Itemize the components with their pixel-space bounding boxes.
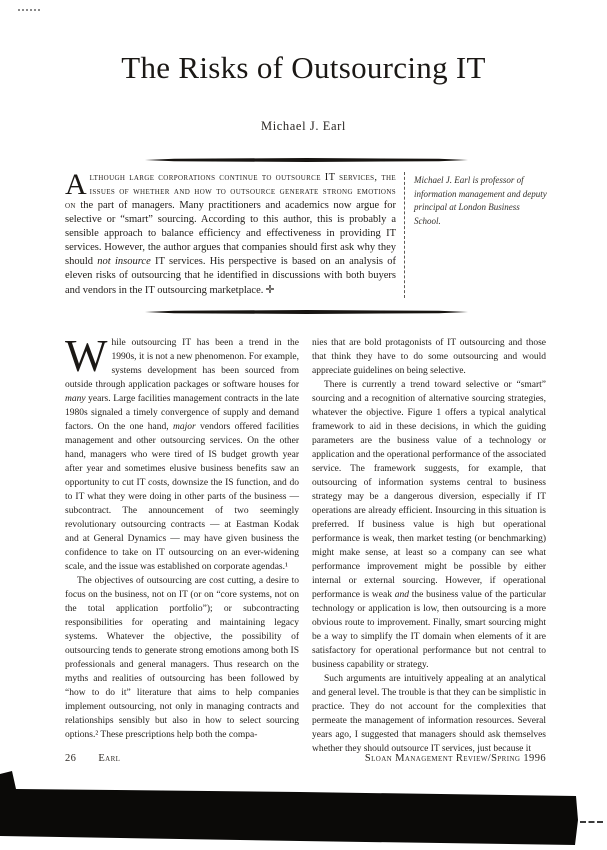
abstract-paragraph bbox=[65, 168, 396, 298]
left-column bbox=[65, 336, 299, 754]
body-drop-cap: W bbox=[65, 336, 108, 381]
paragraph-text: hile outsourcing IT has been a trend in the 1990s, it is not a new phenomenon. For example, systems development has been sourced from outside through application packages or software houses for many years. Large facilities management contracts in the late 1980s signaled a timely convergence of supply and demand factors. On the one hand, major vendors offered facilities management and other outsourcing services. On the other hand, managers who were tired of IS budget growth year after year and sometimes elusive business benefits saw an opportunity to cut IT costs, downsize the IS function, and do to IT what they were doing in other parts of the business — subcontract. The announcement of two seemingly revolutionary outsourcing contracts — at Eastman Kodak and at General Dynamics — may have given business the confidence to take on IT outsourcing on an ever-widening scale, and the issue was established on corporate agendas.¹ bbox=[65, 338, 299, 572]
tapered-rule-bottom bbox=[145, 310, 468, 314]
scan-artifact-dash bbox=[580, 821, 603, 823]
abstract-drop-cap: A bbox=[65, 168, 87, 201]
end-of-abstract-mark: ✛ bbox=[265, 284, 275, 296]
bio-divider-line bbox=[404, 172, 405, 298]
right-column bbox=[312, 336, 546, 754]
body-paragraph bbox=[312, 672, 546, 754]
body-paragraph bbox=[312, 378, 546, 672]
body-paragraph bbox=[65, 574, 299, 742]
body-paragraph bbox=[312, 336, 546, 378]
article-title: The Risks of Outsourcing IT bbox=[121, 50, 486, 85]
body-paragraph bbox=[65, 336, 299, 574]
footer-left bbox=[65, 753, 120, 764]
abstract-body-text: the part of managers. Many practitioners and academics now argue for selective or “smart” sourcing. According to this author, this is probably a sensible approach to balance efficiency and effectiveness in providing IT services. However, the author argues that companies should first ask why they should not insource IT services. His perspective is based on an analysis of eleven risks of outsourcing that he identified in discussions with both buyers and vendors in the IT outsourcing marketplace. bbox=[65, 200, 396, 296]
abstract-lead-smallcaps: lthough large corporations continue to outsource IT services, the issues of whether and how to outsource generate strong emotions on bbox=[65, 172, 396, 211]
article-body bbox=[65, 336, 546, 754]
author-bio: Michael J. Earl is professor of information management and deputy principal at London Business School. bbox=[414, 175, 547, 226]
paragraph-text: Such arguments are intuitively appealing at an analytical and general level. The trouble is that they can be simplistic in practice. They do not account for the complexities that permeate the management of information resources. Several years ago, I suggested that managers should ask themselves whether they should outsource IT services, just because it bbox=[312, 674, 546, 754]
author-byline: Michael J. Earl bbox=[260, 119, 346, 133]
abstract-block bbox=[65, 168, 396, 298]
footer-journal-line: Sloan Management Review/Spring 1996 bbox=[364, 753, 546, 764]
paragraph-text: The objectives of outsourcing are cost cutting, a desire to focus on the business, not on IT (or on “core systems, not on the total application portfolio”); or subcontracting responsibilities for operating and maintaining legacy systems. Whatever the objective, the possibility of outsourcing tends to generate strong emotions among both IS professionals and general managers. Thus research on the myths and realities of outsourcing has been followed by “how to do it” literature that aims to help companies implement outsourcing, not only in managing contracts and relationships sensibly but also in how to select sourcing options.² These prescriptions help both the compa- bbox=[65, 576, 299, 740]
paragraph-text: There is currently a trend toward selective or “smart” sourcing and a recognition of alternative sourcing strategies, whatever the objective. Figure 1 offers a typical analytical framework to aid in these decisions, in which the guiding parameters are the business value of a technology or application and the operational performance of the associated service. The framework suggests, for example, that outsourcing of information systems central to business strategy may be a dangerous diversion, especially if IT operations are already efficient. Insourcing in this situation is preferred. If business value is high but operational performance is weak, then market testing (or benchmarking) might make sense, at least so a company can see what performance improvement might be possible by either internal or external sourcing. However, if operational performance is weak and the business value of the particular technology or application is low, then outsourcing is a more obvious route to improvement. Finally, smart sourcing might be a way to simplify the IT domain when elements of it are satisfactory for operational performance but not central to business capability or strategy. bbox=[312, 380, 546, 670]
scan-noise-mark bbox=[18, 9, 40, 14]
tapered-rule-top bbox=[145, 158, 468, 162]
page-footer bbox=[65, 753, 546, 764]
paragraph-text: nies that are bold protagonists of IT outsourcing and those that think they have to do some outsourcing and would appreciate guidelines on being selective. bbox=[312, 338, 546, 376]
page-number: 26 bbox=[65, 753, 77, 764]
footer-author-ref: Earl bbox=[98, 753, 121, 764]
